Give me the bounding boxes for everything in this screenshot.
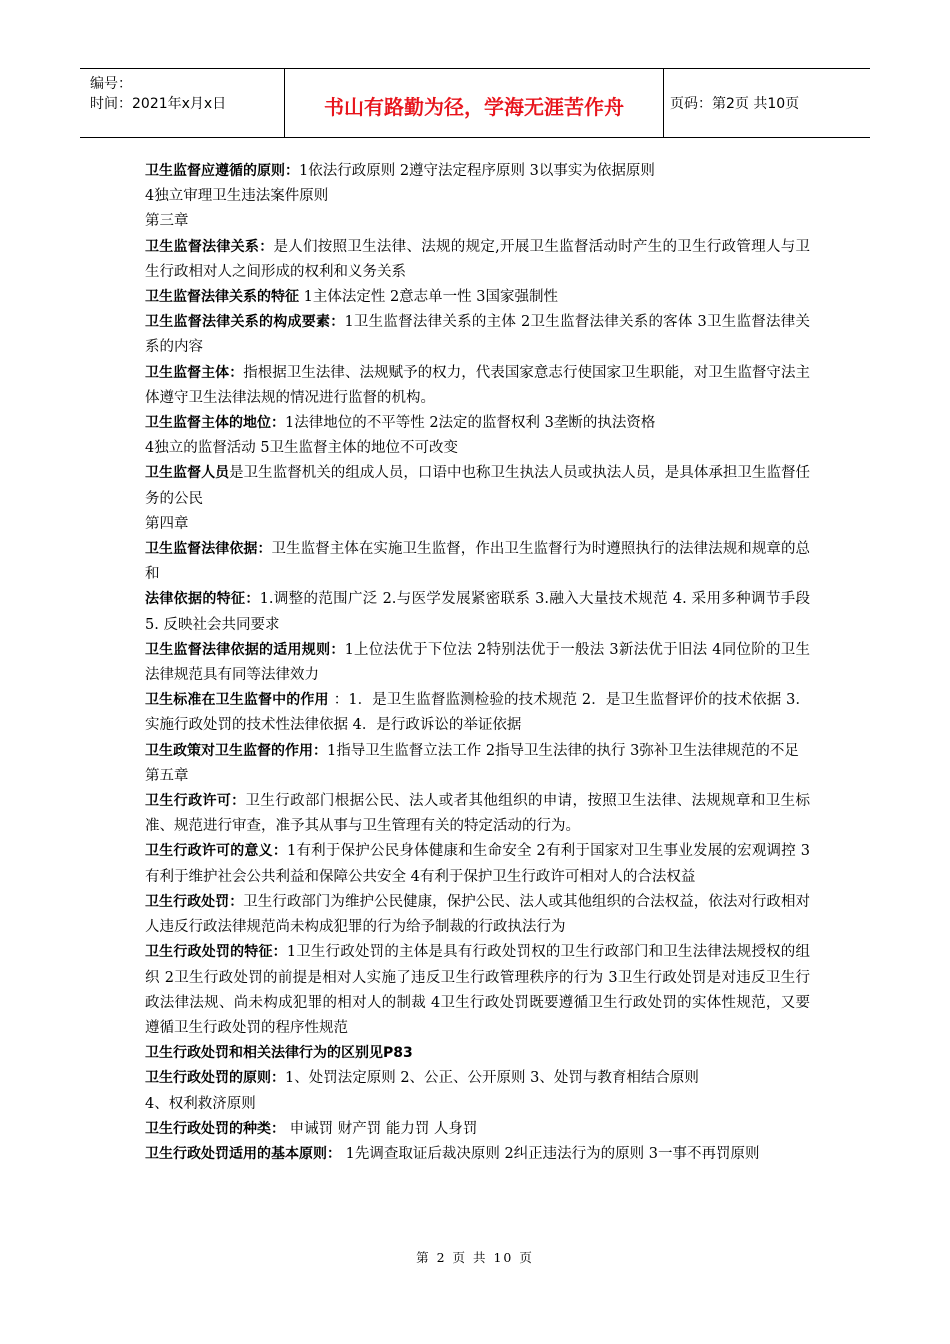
term-label: 卫生行政许可的意义：	[145, 843, 288, 860]
paragraph	[145, 436, 810, 461]
number-label: 编号：	[90, 76, 132, 92]
paragraph	[145, 764, 810, 789]
paragraph-text: 申诫罚 财产罚 能力罚 人身罚	[285, 1120, 478, 1137]
paragraph-text: 4独立的监督活动 5卫生监督主体的地位不可改变	[145, 440, 459, 457]
paragraph	[145, 1066, 810, 1091]
term-label: 卫生监督应遵循的原则：	[145, 163, 299, 179]
paragraph-text: 1上位法优于下位法 2特别法优于一般法 3新法优于旧法 4同位阶的卫生法律规范具有同等法律效力	[145, 641, 810, 684]
term-label: 卫生政策对卫生监督的作用：	[145, 742, 327, 759]
paragraph	[145, 512, 810, 537]
header-motto-cell	[285, 69, 664, 137]
paragraph	[145, 209, 810, 234]
paragraph	[145, 789, 810, 839]
paragraph-text: 1、处罚法定原则 2、公正、公开原则 3、处罚与教育相结合原则	[285, 1070, 699, 1087]
paragraph-text: 卫生监督主体在实施卫生监督，作出卫生监督行为时遵照执行的法律法规和规章的总和	[145, 541, 810, 583]
paragraph	[145, 235, 810, 285]
paragraph	[145, 1142, 810, 1167]
paragraph-text: 1依法行政原则 2遵守法定程序原则 3以事实为依据原则	[299, 163, 655, 179]
paragraph	[145, 1117, 810, 1142]
term-label: 卫生监督法律依据：	[145, 541, 272, 558]
paragraph	[145, 1092, 810, 1117]
paragraph-text: 4独立审理卫生违法案件原则	[145, 188, 329, 205]
paragraph	[145, 461, 810, 511]
page-footer: 第 2 页 共 10 页	[416, 1250, 534, 1265]
paragraph-text: 是卫生监督机关的组成人员，口语中也称卫生执法人员或执法人员，是具体承担卫生监督任务的公民	[145, 465, 811, 507]
paragraph-text: 1.调整的范围广泛 2.与医学发展紧密联系 3.融入大量技术规范 4. 采用多种调节手段 5. 反映社会共同要求	[145, 591, 810, 633]
term-label: 卫生行政处罚和相关法律行为的区别见P83	[145, 1045, 413, 1062]
paragraph-text: 指根据卫生法律、法规赋予的权力，代表国家意志行使国家卫生职能，对卫生监督守法主体遵守卫生法律法规的情况进行监督的机构。	[145, 364, 810, 406]
paragraph-text: 第五章	[145, 767, 189, 784]
paragraph	[145, 940, 810, 1041]
paragraph	[145, 739, 810, 764]
paragraph-text: 是人们按照卫生法律、法规的规定,开展卫生监督活动时产生的卫生行政管理人与卫生行政相对人之间形成的权利和义务关系	[145, 238, 811, 280]
term-label: 卫生行政处罚的特征：	[145, 944, 287, 961]
term-label: 卫生监督人员	[145, 465, 230, 482]
term-label: 卫生标准在卫生监督中的作用	[145, 692, 334, 709]
page-info: 页码：第2页 共10页	[670, 96, 800, 112]
paragraph	[145, 587, 810, 637]
paragraph	[145, 890, 810, 940]
paragraph-text: 4、权利救济原则	[145, 1095, 256, 1112]
header-meta	[80, 69, 285, 137]
paragraph-text: 1先调查取证后裁决原则 2纠正违法行为的原则 3一事不再罚原则	[341, 1145, 760, 1162]
term-label: 法律依据的特征：	[145, 591, 260, 608]
paragraph	[145, 159, 810, 184]
term-label: 卫生行政处罚：	[145, 893, 244, 910]
paragraph-text: 1卫生行政处罚的主体是具有行政处罚权的卫生行政部门和卫生法律法规授权的组织 2卫生行政处罚的前提是相对人实施了违反卫生行政管理秩序的行为 3卫生行政处罚是对违反卫生行政法律法规、尚未构成犯罪的相对人的制裁 4卫生行政处罚既要遵循卫生行政处罚的实体性规范，又要遵循卫生行政处罚的程序性规范	[145, 944, 810, 1036]
term-label: 卫生行政许可：	[145, 793, 246, 810]
paragraph-text: 卫生行政部门为维护公民健康，保护公民、法人或其他组织的合法权益，依法对行政相对人违反行政法律规范尚未构成犯罪的行为给予制裁的行政执法行为	[145, 893, 810, 936]
term-label: 卫生监督主体的地位：	[145, 415, 285, 432]
term-label: 卫生行政处罚适用的基本原则：	[145, 1145, 341, 1162]
paragraph-text: 第四章	[145, 515, 189, 532]
term-label: 卫生行政处罚的原则：	[145, 1070, 285, 1087]
paragraph-text: ：1．是卫生监督监测检验的技术规范 2．是卫生监督评价的技术依据 3．实施行政处罚的技术性法律依据 4．是行政诉讼的举证依据	[145, 692, 810, 734]
paragraph	[145, 285, 810, 310]
paragraph	[145, 688, 810, 738]
paragraph-text: 第三章	[145, 213, 189, 230]
term-label: 卫生监督法律依据的适用规则：	[145, 641, 345, 658]
paragraph	[145, 638, 810, 688]
term-label: 卫生行政处罚的种类：	[145, 1120, 285, 1137]
term-label: 卫生监督法律关系的特征	[145, 289, 299, 306]
paragraph	[145, 839, 810, 889]
paragraph-text: 1法律地位的不平等性 2法定的监督权利 3垄断的执法资格	[285, 415, 656, 432]
paragraph	[145, 1041, 810, 1066]
paragraph-text: 1指导卫生监督立法工作 2指导卫生法律的执行 3弥补卫生法律规范的不足	[327, 742, 799, 759]
paragraph-text: 1主体法定性 2意志单一性 3国家强制性	[299, 289, 559, 306]
motto-text: 书山有路勤为径，学海无涯苦作舟	[324, 95, 624, 119]
paragraph-text: 1有利于保护公民身体健康和生命安全 2有利于国家对卫生事业发展的宏观调控 3有利于维护社会公共利益和保障公共安全 4有利于保护卫生行政许可相对人的合法权益	[145, 843, 810, 885]
paragraph-text: 卫生行政部门根据公民、法人或者其他组织的申请，按照卫生法律、法规规章和卫生标准、规范进行审查，准予其从事与卫生管理有关的特定活动的行为。	[145, 793, 810, 835]
paragraph	[145, 184, 810, 209]
document-body	[145, 159, 810, 1167]
term-label: 卫生监督主体：	[145, 364, 244, 381]
term-label: 卫生监督法律关系的构成要素：	[145, 314, 345, 331]
paragraph	[145, 411, 810, 436]
time-label: 时间：2021年x月x日	[90, 96, 227, 112]
paragraph	[145, 361, 810, 411]
term-label: 卫生监督法律关系：	[145, 238, 274, 255]
document-header	[80, 68, 870, 138]
paragraph	[145, 310, 810, 360]
paragraph-text: 1卫生监督法律关系的主体 2卫生监督法律关系的客体 3卫生监督法律关系的内容	[145, 314, 810, 356]
paragraph	[145, 537, 810, 587]
